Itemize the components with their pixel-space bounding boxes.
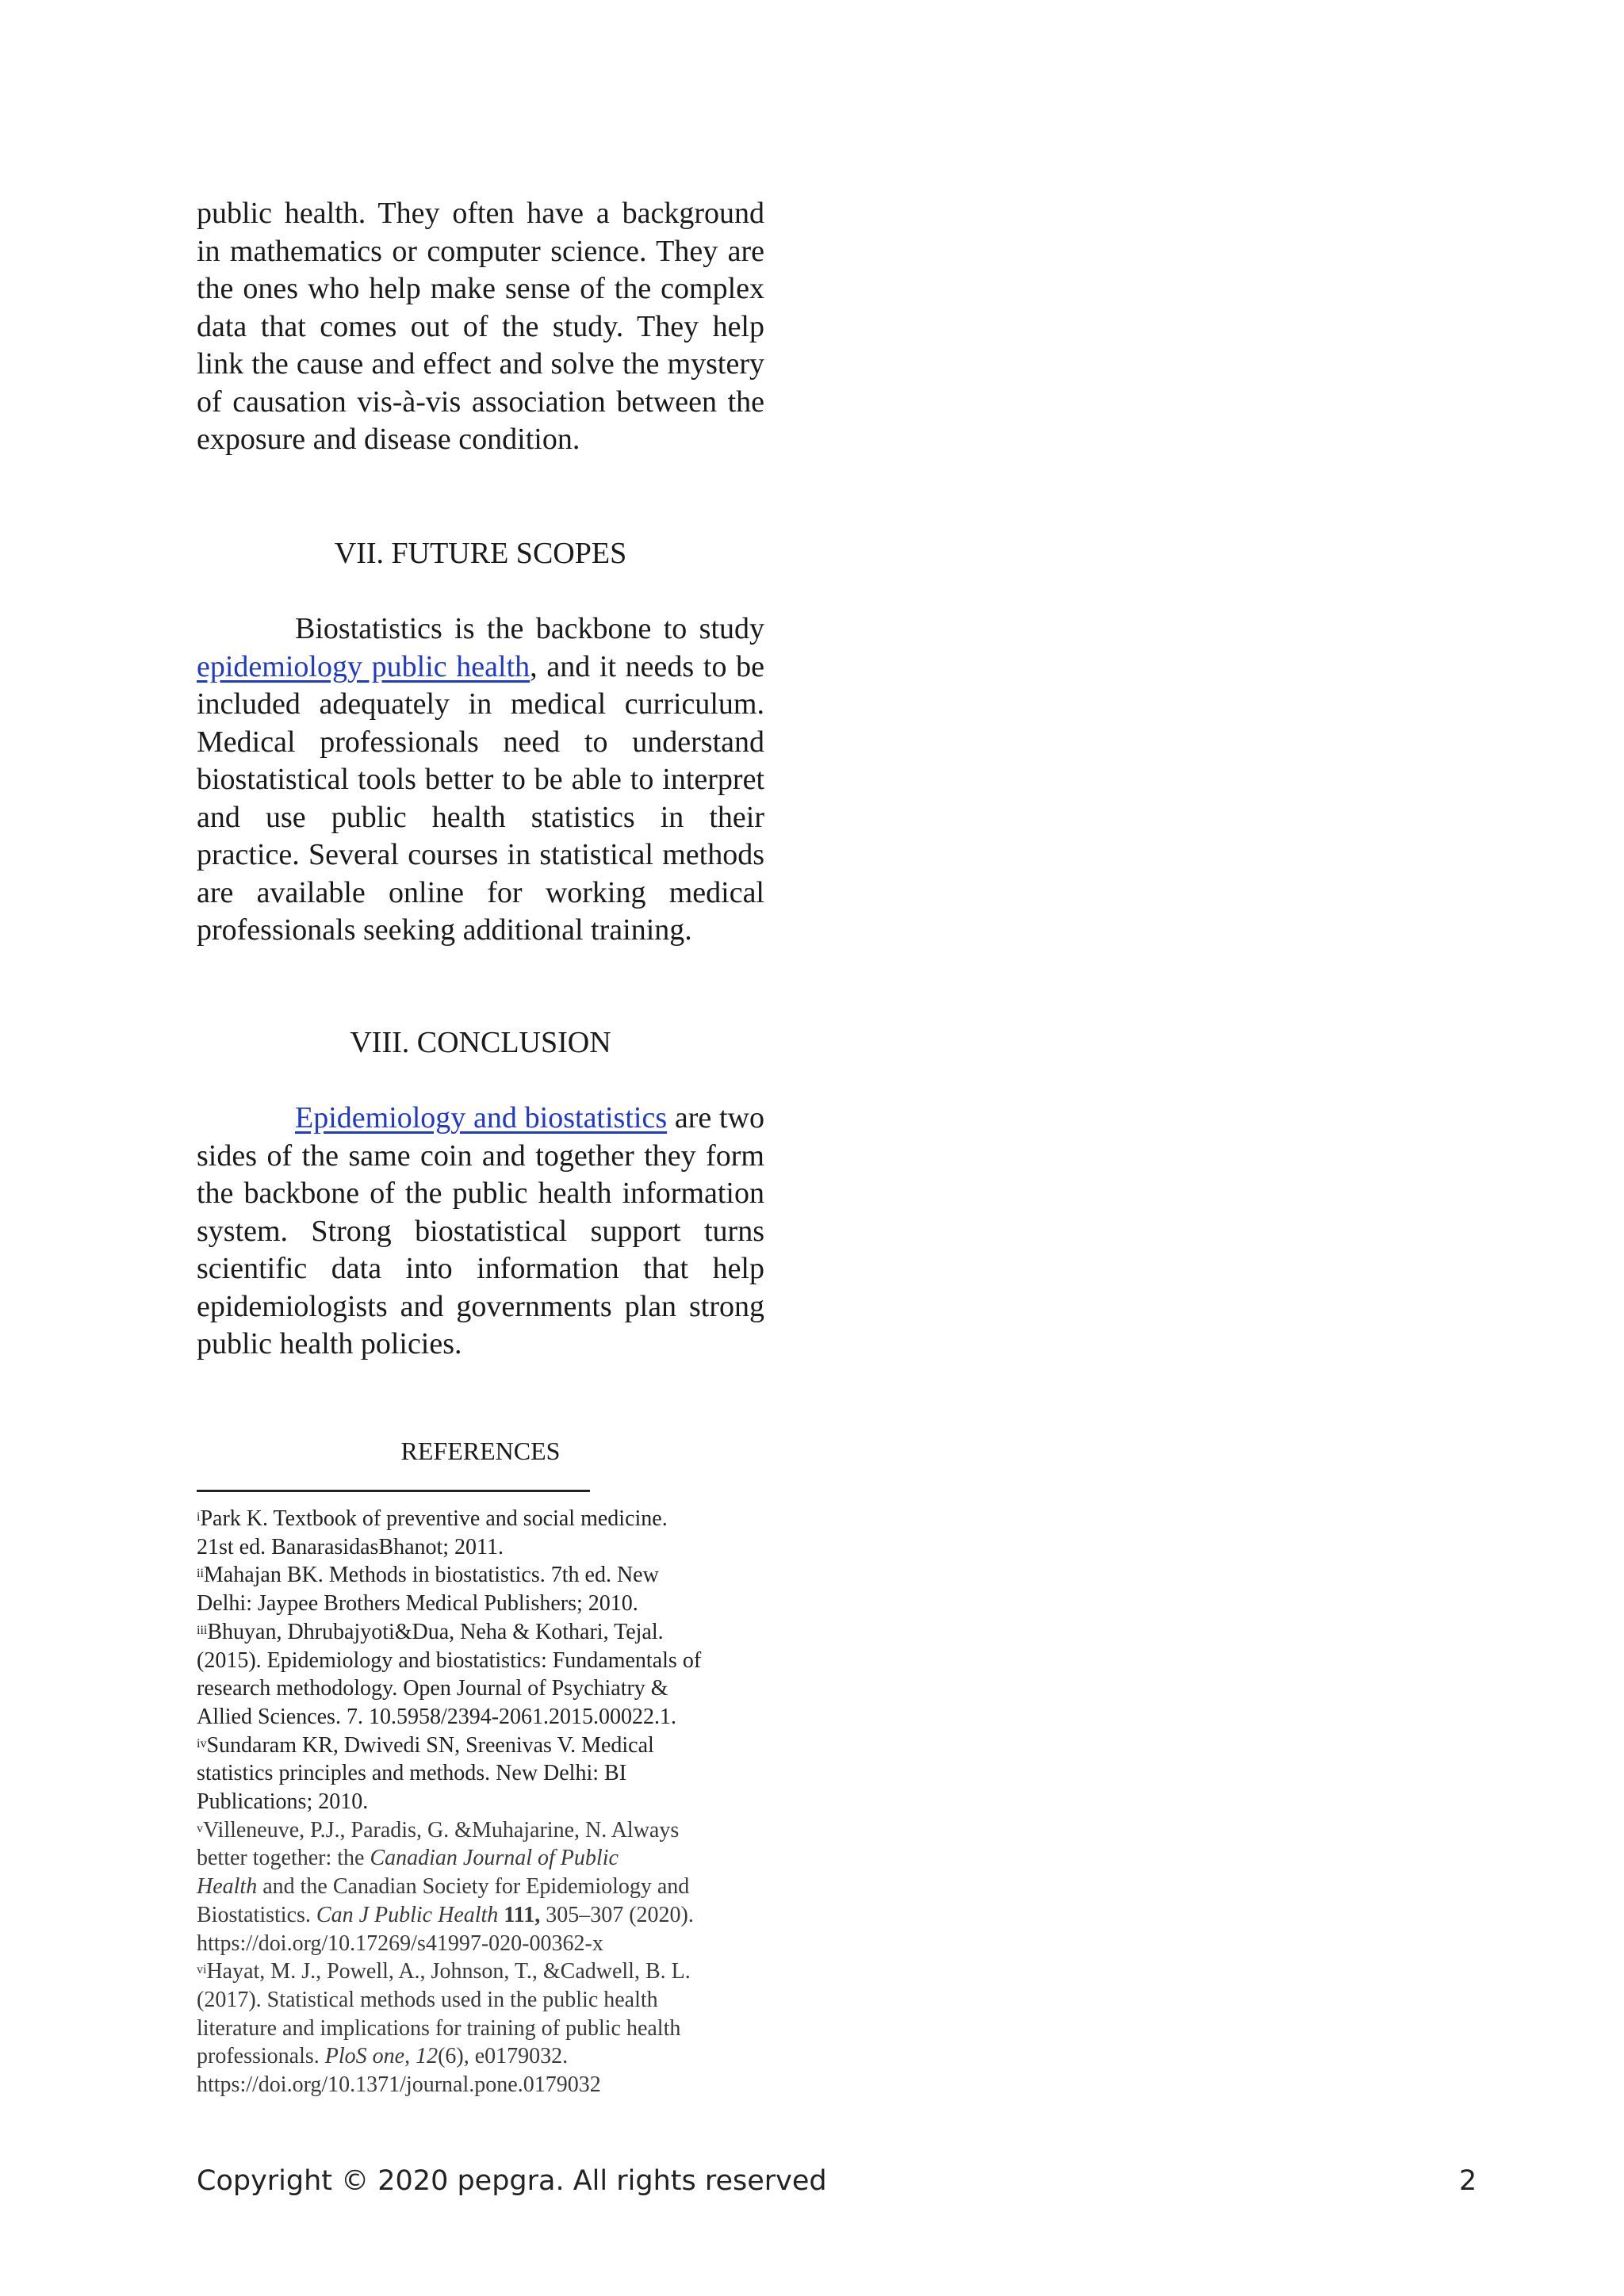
page-number: 2	[1459, 2165, 1477, 2197]
conclusion-paragraph: Epidemiology and biostatistics are two sides of the same coin and together they form the backbone of the public health information system. Strong biostatistical support turns scientific data into information that help epidemiologists and governments plan strong public health policies.	[197, 1101, 764, 1360]
doi-link[interactable]: https://doi.org/10.17269/s41997-020-00362-x	[197, 1931, 603, 1956]
references-list	[197, 1505, 764, 2099]
body-column	[197, 195, 764, 459]
epidemiology-public-health-link[interactable]: epidemiology public health	[197, 649, 530, 683]
references-title: REFERENCES	[400, 1437, 561, 1465]
section-conclusion	[197, 1024, 764, 1062]
reference-item: $^{iii}$Bhuyan, Dhrubajyoti&Dua, Neha & Kothari, Tejal. (2015). Epidemiology and biostatistics: Fundamentals of research methodology. Open Journal of Psychiatry & Allied Sciences. 7. 10.5958/2394-2061.2015.00022.1.	[197, 1619, 702, 1729]
section-heading: VIII. CONCLUSION	[350, 1026, 611, 1059]
copyright-notice: Copyright © 2020 pepgra. All rights reserved	[197, 2165, 827, 2197]
reference-item: $^i$Park K. Textbook of preventive and social medicine. 21st ed. BanarasidasBhanot; 2011.	[197, 1506, 668, 1559]
reference-item: $^{ii}$Mahajan BK. Methods in biostatistics. 7th ed. New Delhi: Jaypee Brothers Medical Publishers; 2010.	[197, 1563, 659, 1617]
future-scopes-body	[197, 610, 764, 950]
section-heading: VII. FUTURE SCOPES	[334, 537, 627, 570]
intro-paragraph: public health. They often have a background in mathematics or computer science. They are the ones who help make sense of the complex data that comes out of the study. They help link the cause and effect and solve the mystery of causation vis-à-vis association between the exposure and disease condition.	[197, 197, 764, 456]
footnote-rule	[197, 1490, 590, 1492]
conclusion-body	[197, 1100, 764, 1364]
section-future-scopes	[197, 535, 764, 573]
future-scopes-paragraph: Biostatistics is the backbone to study epidemiology public health, and it needs to be included adequately in medical curriculum. Medical professionals need to understand biostatistical tools better to be able to interpret and use public health statistics in their practice. Several courses in statistical methods are available online for working medical professionals seeking additional training.	[197, 612, 764, 947]
doi-link[interactable]: https://doi.org/10.1371/journal.pone.0179032	[197, 2072, 601, 2098]
epidemiology-and-biostatistics-link[interactable]: Epidemiology and biostatistics	[295, 1101, 668, 1135]
reference-item: $^{vi}$Hayat, M. J., Powell, A., Johnson, T., &Cadwell, B. L. (2017). Statistical methods used in the public health literature and implications for training of public health professionals. PloS one, 12(6), e0179032. https://doi.org/10.1371/journal.pone.0179032	[197, 1959, 691, 2098]
reference-item: $^v$Villeneuve, P.J., Paradis, G. &Muhajarine, N. Always better together: the Canadian Journal of Public Health and the Canadian Society for Epidemiology and Biostatistics. Can J Public Health 111, 305–307 (2020). https://doi.org/10.17269/s41997-020-00362-x	[197, 1817, 694, 1956]
reference-item: $^{iv}$Sundaram KR, Dwivedi SN, Sreenivas V. Medical statistics principles and methods. New Delhi: BI Publications; 2010.	[197, 1732, 654, 1815]
